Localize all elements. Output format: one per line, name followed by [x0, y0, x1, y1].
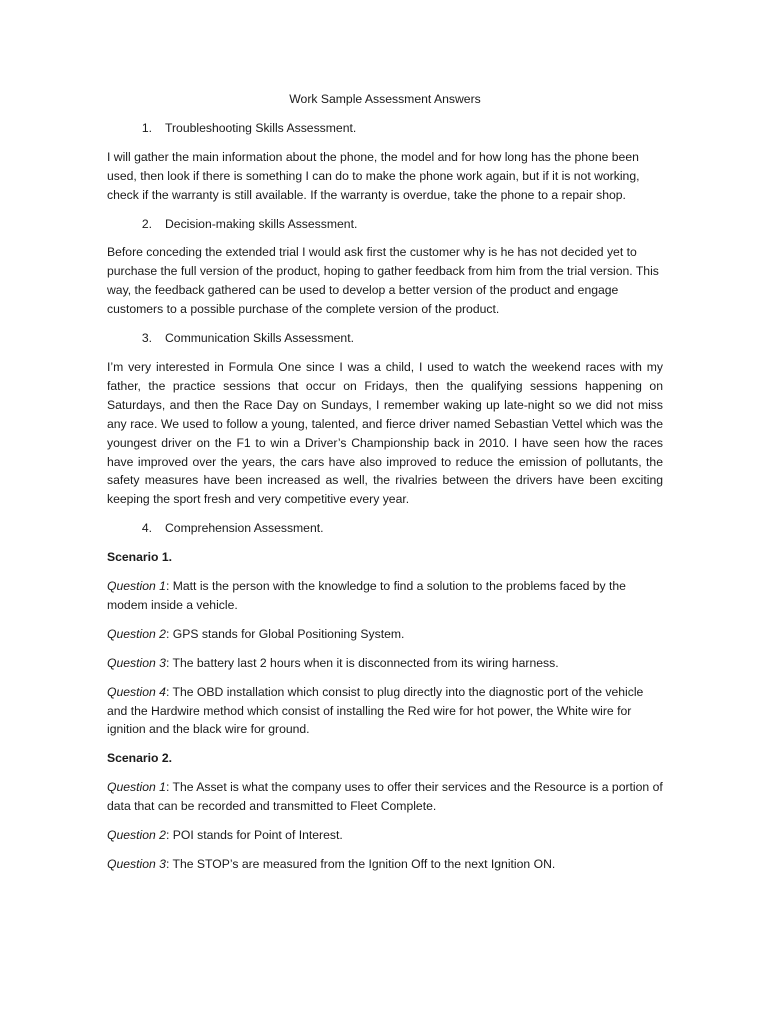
scenario-title: Scenario 2. — [107, 751, 173, 766]
answer-text: : POI stands for Point of Interest. — [165, 828, 343, 843]
answer-text: : GPS stands for Global Positioning System. — [165, 626, 405, 641]
section-paragraph-3: I’m very interested in Formula One since I was a child, I used to watch the weekend races with my father, the practice sessions that occur on Fridays, then the qualifying sessions happening on Saturdays, and then the Race Day on Sundays, I remember waking up late-night so we did not miss any race. We used to follow a young, talented, and fierce driver named Sebastian Vettel which was the youngest driver on the F1 to win a Driver’s Championship back in 2010. I have seen how the races have improved over the years, the cars have also improved to reduce the emission of pollutants, the safety measures have been increased as well, the rivalries between the drivers have been exciting keeping the sport fresh and very competitive every year. — [107, 359, 663, 507]
answer-text: : Matt is the person with the knowledge to find a solution to the problems faced by the modem inside a vehicle. — [107, 579, 626, 612]
section-number: 2. — [141, 216, 152, 231]
question-answer — [107, 826, 663, 845]
section-number: 1. — [141, 120, 152, 135]
document-title: Work Sample Assessment Answers — [289, 92, 481, 106]
question-label: Question 2 — [107, 626, 166, 641]
answer-text: : The Asset is what the company uses to offer their services and the Resource is a portion of data that can be recorded and transmitted to Fleet Complete. — [107, 780, 663, 814]
section-number: 4. — [141, 521, 152, 536]
question-label: Question 1 — [107, 579, 166, 594]
question-answer — [107, 625, 663, 644]
section-number: 3. — [141, 331, 152, 346]
answer-text: : The OBD installation which consist to plug directly into the diagnostic port of the vehicle and the Hardwire method which consist of installing the Red wire for hot power, the White wire for ignition and the black wire for ground. — [107, 684, 644, 737]
section-heading-3 — [107, 329, 663, 348]
section-heading-text: Troubleshooting Skills Assessment. — [165, 120, 357, 135]
question-label: Question 1 — [107, 780, 166, 795]
section-heading-1 — [107, 119, 663, 138]
answer-text: : The battery last 2 hours when it is disconnected from its wiring harness. — [165, 655, 559, 670]
section-heading-text: Comprehension Assessment. — [165, 521, 324, 536]
section-heading-2 — [107, 215, 663, 234]
section-paragraph-1: I will gather the main information about the phone, the model and for how long has the phone been used, then look if there is something I can do to make the phone work again, but if it is not working, check if the warranty is still available. If the warranty is overdue, take the phone to a repair shop. — [107, 149, 640, 202]
scenario-title: Scenario 1. — [107, 550, 173, 565]
question-answer — [107, 855, 663, 874]
section-heading-4 — [107, 519, 663, 538]
question-label: Question 3 — [107, 655, 166, 670]
question-answer — [107, 654, 663, 673]
question-label: Question 3 — [107, 857, 166, 871]
question-answer — [107, 778, 663, 816]
document-page — [107, 90, 663, 884]
section-heading-text: Communication Skills Assessment. — [165, 331, 354, 346]
answer-text: : The STOP’s are measured from the Ignition Off to the next Ignition ON. — [165, 857, 556, 871]
question-label: Question 4 — [107, 684, 166, 699]
question-label: Question 2 — [107, 828, 166, 843]
section-heading-text: Decision-making skills Assessment. — [165, 216, 358, 231]
section-paragraph-2: Before conceding the extended trial I would ask first the customer why is he has not decided yet to purchase the full version of the product, hoping to gather feedback from him from the trial version. This way, the feedback gathered can be used to develop a better version of the product and engage customers to a possible purchase of the complete version of the product. — [107, 245, 659, 317]
question-answer — [107, 577, 663, 615]
question-answer — [107, 683, 663, 740]
